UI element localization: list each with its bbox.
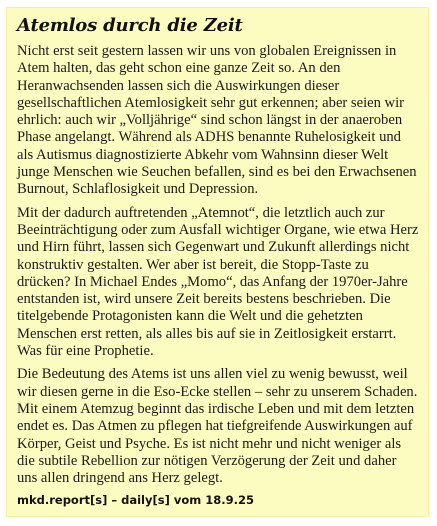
article-paragraph-1: Nicht erst seit gestern lassen wir uns von globalen Ereignissen in Atem halten, das geht schon eine ganze Zeit so. An den Heranwachsenden lassen sich die Auswirkungen dieser gesellschaftlichen Atemlosigkeit sehr gut erkennen; aber seien wir ehrlich: auch wir „Volljährige“ sind schon längst in der anaeroben Phase angelangt. Während als ADHS benannte Ruhelosigkeit und als Autismus diagnostizierte Abkehr vom Wahnsinn dieser Welt junge Menschen wie Seuchen befallen, sind es bei den Erwachsenen Burnout, Schlaflosigkeit und Depression. <box>17 43 417 198</box>
article-title: Atemlos durch die Zeit <box>17 15 243 36</box>
article-paragraph-3: Die Bedeutung des Atems ist uns allen viel zu wenig bewusst, weil wir diesen gerne in die Eso-Ecke stellen – sehr zu unserem Schaden. Mit einem Atemzug beginnt das irdische Leben und mit dem letzten endet es. Das Atmen zu pflegen hat tiefgreifende Auswirkungen auf Körper, Geist und Psyche. Es ist nicht mehr und nicht weniger als die subtile Rebellion zur nötigen Verzögerung der Zeit und daher uns allen dringend ans Herz gelegt. <box>17 366 418 487</box>
source-line: mkd.report[s] – daily[s] vom 18.9.25 <box>17 493 254 508</box>
article-box <box>6 7 429 517</box>
article-paragraph-2: Mit der dadurch auftretenden „Atemnot“, die letztlich auch zur Beeinträchtigung oder zum Ausfall wichtiger Organe, wie etwa Herz und Hirn führt, lassen sich Gegenwart und Zukunft allerdings nicht konstruktiv gestalten. Wer aber ist bereit, die Stopp-Taste zu drücken? In Michael Endes „Momo“, das Anfang der 1970er-Jahre entstanden ist, wird unsere Zeit bereits bestens beschrieben. Die titelgebende Protagonisten kann die Welt und die gehetzten Menschen erst retten, als alles bis auf sie in Zeitlosigkeit erstarrt. Was für eine Prophetie. <box>17 204 419 360</box>
